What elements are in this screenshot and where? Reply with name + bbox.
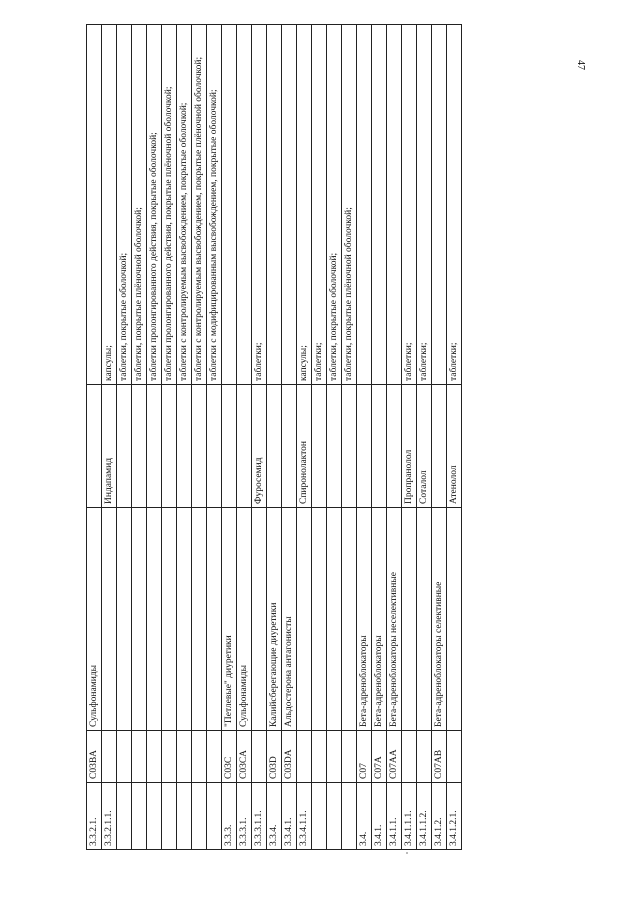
row-number-cell: 3.4. xyxy=(357,783,372,850)
drug-name-cell xyxy=(177,385,192,508)
group-name-cell xyxy=(102,508,117,731)
row-number-cell: 3.3.3.1. xyxy=(237,783,252,850)
drug-name-cell xyxy=(132,385,147,508)
drug-name-cell xyxy=(267,385,282,508)
table-row xyxy=(372,25,387,850)
atc-code-cell: C03BA xyxy=(87,731,102,783)
row-number-cell xyxy=(327,783,342,850)
atc-code-cell xyxy=(297,731,312,783)
group-name-cell xyxy=(147,508,162,731)
dosage-form-cell: таблетки пролонгированного действия, покрытые оболочкой; xyxy=(147,25,162,385)
drug-name-cell: Пропранолол xyxy=(402,385,417,508)
drug-name-cell: Соталол xyxy=(417,385,432,508)
table-row xyxy=(147,25,162,850)
drug-name-cell xyxy=(312,385,327,508)
group-name-cell: "Петлевые" диуретики xyxy=(222,508,237,731)
group-name-cell xyxy=(342,508,357,731)
scan-speck xyxy=(406,852,408,854)
drug-name-cell: Атенолол xyxy=(447,385,462,508)
atc-code-cell xyxy=(162,731,177,783)
table-body xyxy=(87,25,462,850)
row-number-cell: 3.4.1.1.2. xyxy=(417,783,432,850)
dosage-form-cell xyxy=(282,25,297,385)
group-name-cell xyxy=(207,508,222,731)
group-name-cell: Бета-адреноблокаторы xyxy=(372,508,387,731)
dosage-form-cell xyxy=(372,25,387,385)
row-number-cell: 3.3.2.1.1. xyxy=(102,783,117,850)
drug-name-cell xyxy=(237,385,252,508)
dosage-form-cell: таблетки; xyxy=(312,25,327,385)
dosage-form-cell: таблетки; xyxy=(447,25,462,385)
row-number-cell xyxy=(207,783,222,850)
row-number-cell: 3.4.1.2.1. xyxy=(447,783,462,850)
dosage-form-cell: таблетки, покрытые оболочкой; xyxy=(327,25,342,385)
table-row xyxy=(432,25,447,850)
drug-name-cell xyxy=(282,385,297,508)
atc-code-cell xyxy=(402,731,417,783)
atc-code-cell: C07 xyxy=(357,731,372,783)
drug-name-cell: Спиронолактон xyxy=(297,385,312,508)
dosage-form-cell xyxy=(222,25,237,385)
row-number-cell: 3.3.3.1.1. xyxy=(252,783,267,850)
table-row xyxy=(207,25,222,850)
group-name-cell: Сульфонамиды xyxy=(237,508,252,731)
table-viewport xyxy=(86,56,459,850)
drug-name-cell xyxy=(357,385,372,508)
dosage-form-cell: таблетки, покрытые плёночной оболочкой; xyxy=(342,25,357,385)
atc-code-cell xyxy=(117,731,132,783)
atc-code-cell: C07A xyxy=(372,731,387,783)
group-name-cell: Сульфонамиды xyxy=(87,508,102,731)
dosage-form-cell: таблетки с модифицированным высвобождением, покрытые оболочкой; xyxy=(207,25,222,385)
atc-code-cell xyxy=(132,731,147,783)
group-name-cell xyxy=(327,508,342,731)
atc-code-cell xyxy=(342,731,357,783)
drug-name-cell xyxy=(192,385,207,508)
table-row xyxy=(357,25,372,850)
group-name-cell xyxy=(417,508,432,731)
table-row xyxy=(237,25,252,850)
table-row xyxy=(87,25,102,850)
atc-code-cell xyxy=(102,731,117,783)
atc-code-cell xyxy=(147,731,162,783)
table-row xyxy=(192,25,207,850)
group-name-cell: Калийсберегающие диуретики xyxy=(267,508,282,731)
table-row xyxy=(402,25,417,850)
table-row xyxy=(342,25,357,850)
drug-name-cell: Индапамид xyxy=(102,385,117,508)
row-number-cell: 3.4.1. xyxy=(372,783,387,850)
drug-name-cell xyxy=(387,385,402,508)
table-row xyxy=(252,25,267,850)
row-number-cell xyxy=(177,783,192,850)
page-number: 47 xyxy=(575,60,586,70)
group-name-cell xyxy=(402,508,417,731)
atc-code-cell xyxy=(447,731,462,783)
row-number-cell: 3.3.2.1. xyxy=(87,783,102,850)
row-number-cell: 3.3.4. xyxy=(267,783,282,850)
group-name-cell xyxy=(312,508,327,731)
rotated-table-container xyxy=(86,56,459,850)
drug-name-cell xyxy=(222,385,237,508)
atc-code-cell xyxy=(327,731,342,783)
atc-code-cell: C07AB xyxy=(432,731,447,783)
drug-name-cell xyxy=(342,385,357,508)
dosage-form-cell: таблетки с контролируемым высвобождением, покрытые оболочкой; xyxy=(177,25,192,385)
group-name-cell: Бета-адреноблокаторы xyxy=(357,508,372,731)
drug-name-cell xyxy=(372,385,387,508)
drug-name-cell xyxy=(207,385,222,508)
dosage-form-cell: капсулы; xyxy=(297,25,312,385)
dosage-form-cell: таблетки с контролируемым высвобождением, покрытые плёночной оболочкой; xyxy=(192,25,207,385)
drug-name-cell xyxy=(147,385,162,508)
dosage-form-cell: таблетки; xyxy=(402,25,417,385)
row-number-cell: 3.4.1.1. xyxy=(387,783,402,850)
atc-code-cell xyxy=(312,731,327,783)
atc-code-cell: C07AA xyxy=(387,731,402,783)
table-row xyxy=(102,25,117,850)
row-number-cell xyxy=(192,783,207,850)
atc-code-cell: C03D xyxy=(267,731,282,783)
table-row xyxy=(327,25,342,850)
dosage-form-cell xyxy=(432,25,447,385)
atc-code-cell xyxy=(417,731,432,783)
dosage-form-cell xyxy=(87,25,102,385)
table-row xyxy=(132,25,147,850)
dosage-form-cell: таблетки, покрытые плёночной оболочкой; xyxy=(132,25,147,385)
row-number-cell: 3.3.4.1.1. xyxy=(297,783,312,850)
table-row xyxy=(447,25,462,850)
group-name-cell xyxy=(177,508,192,731)
drug-name-cell xyxy=(87,385,102,508)
group-name-cell xyxy=(117,508,132,731)
dosage-form-cell xyxy=(387,25,402,385)
table-row xyxy=(117,25,132,850)
row-number-cell: 3.3.3. xyxy=(222,783,237,850)
group-name-cell: Альдостерона антагонисты xyxy=(282,508,297,731)
dosage-form-cell: таблетки; xyxy=(252,25,267,385)
drug-name-cell xyxy=(432,385,447,508)
row-number-cell xyxy=(132,783,147,850)
dosage-form-cell: таблетки, покрытые оболочкой; xyxy=(117,25,132,385)
dosage-form-cell xyxy=(267,25,282,385)
table-row xyxy=(387,25,402,850)
row-number-cell xyxy=(162,783,177,850)
group-name-cell xyxy=(447,508,462,731)
drug-name-cell xyxy=(162,385,177,508)
drug-list-table xyxy=(86,24,462,850)
row-number-cell: 3.4.1.2. xyxy=(432,783,447,850)
atc-code-cell: C03CA xyxy=(237,731,252,783)
drug-name-cell xyxy=(117,385,132,508)
drug-name-cell: Фуросемид xyxy=(252,385,267,508)
table-row xyxy=(162,25,177,850)
dosage-form-cell: таблетки; xyxy=(417,25,432,385)
dosage-form-cell: капсулы; xyxy=(102,25,117,385)
row-number-cell xyxy=(147,783,162,850)
atc-code-cell xyxy=(192,731,207,783)
dosage-form-cell xyxy=(237,25,252,385)
atc-code-cell xyxy=(207,731,222,783)
row-number-cell: 3.4.1.1.1. xyxy=(402,783,417,850)
drug-name-cell xyxy=(327,385,342,508)
dosage-form-cell xyxy=(357,25,372,385)
atc-code-cell xyxy=(177,731,192,783)
row-number-cell xyxy=(342,783,357,850)
row-number-cell xyxy=(312,783,327,850)
dosage-form-cell: таблетки пролонгированного действия, покрытые плёночной оболочкой; xyxy=(162,25,177,385)
atc-code-cell xyxy=(252,731,267,783)
row-number-cell xyxy=(117,783,132,850)
table-row xyxy=(312,25,327,850)
group-name-cell xyxy=(192,508,207,731)
group-name-cell: Бета-адреноблокаторы неселективные xyxy=(387,508,402,731)
group-name-cell xyxy=(162,508,177,731)
atc-code-cell: C03C xyxy=(222,731,237,783)
table-row xyxy=(417,25,432,850)
table-row xyxy=(267,25,282,850)
group-name-cell xyxy=(297,508,312,731)
atc-code-cell: C03DA xyxy=(282,731,297,783)
table-row xyxy=(297,25,312,850)
table-row xyxy=(282,25,297,850)
table-row xyxy=(222,25,237,850)
table-row xyxy=(177,25,192,850)
row-number-cell: 3.3.4.1. xyxy=(282,783,297,850)
group-name-cell xyxy=(252,508,267,731)
group-name-cell: Бета-адреноблокаторы селективные xyxy=(432,508,447,731)
group-name-cell xyxy=(132,508,147,731)
